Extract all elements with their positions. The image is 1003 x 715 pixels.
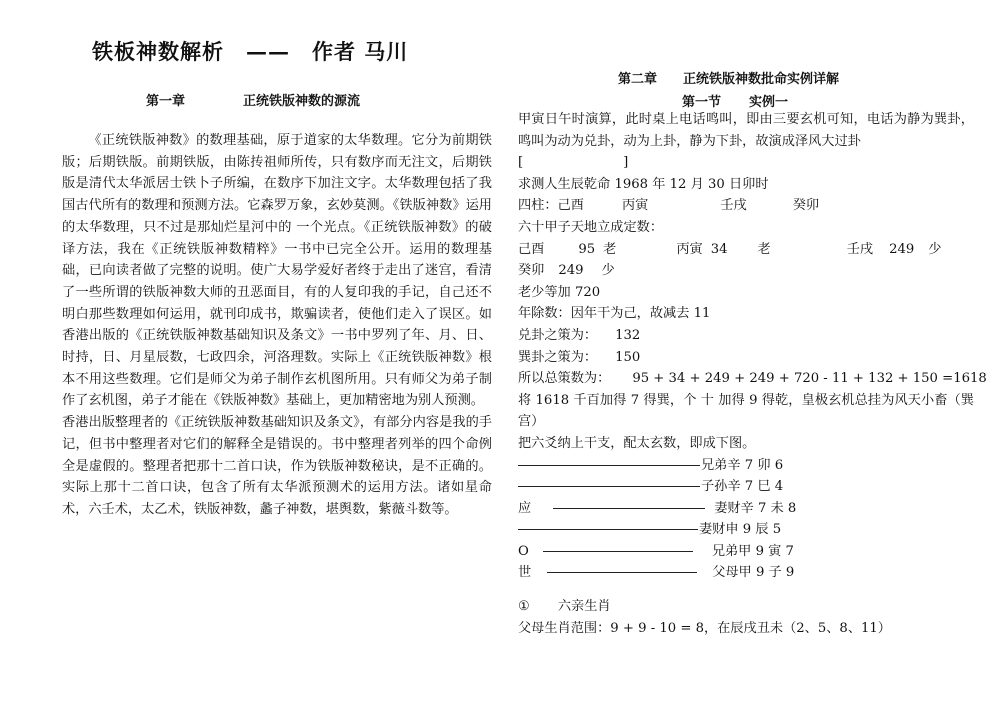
chapter2-heading (618, 68, 839, 87)
parent-zodiac-range: 父母生肖范围：9 + 9 - 10 = 8，在辰戌丑未（2、5、8、11） (518, 620, 891, 636)
bracket-close: ] (623, 155, 629, 171)
chapter1-number: 第一章 (146, 94, 186, 109)
ying-mark: 应 (518, 500, 532, 516)
section-heading (682, 91, 788, 110)
pillar-month: 丙寅 (621, 198, 649, 214)
intro-text: 甲寅日午时演算，此时桌上电话鸣叫，即由三要玄机可知，电话为静为巽卦，鸣叫为动为兑卦，动为上卦，静为下卦，故演成泽风大过卦 (518, 112, 974, 149)
hexagram-line-5 (518, 476, 974, 498)
item-1-heading (518, 596, 974, 618)
yao-text-1: 父母甲 9 子 9 (712, 565, 795, 581)
yao-line-5 (518, 486, 700, 487)
yao-text-5: 子孙辛 7 巳 4 (701, 479, 784, 495)
numbers-row-2 (518, 260, 974, 282)
num-a-type: 老 (603, 241, 617, 257)
num-b-ganzhi: 丙寅 (676, 241, 703, 257)
year-removal: 年除数：因年干为己，故减去 11 (518, 306, 711, 322)
xun-label: 巽卦之策为： (518, 349, 598, 365)
section-name: 实例一 (749, 95, 789, 110)
chapter2-number: 第二章 (618, 72, 658, 87)
hexagram-line-4 (518, 498, 974, 520)
yao-text-2: 兄弟甲 9 寅 7 (711, 543, 794, 559)
birth-info: 求测人生辰乾命 1968 年 12 月 30 日卯时 (518, 176, 769, 192)
yao-line-2 (543, 551, 693, 552)
pillar-year: 己酉 (557, 198, 584, 214)
chapter1-paragraph-2: 香港出版整理者的《正统铁版神数基础知识及条文》，有部分内容是我的手记，但书中整理者对它们的解释全是错误的。书中整理者列举的四个命例全是虚假的。整理者把那十二首口诀，作为铁版神数秘诀，是不正确的。实际上那十二首口诀，包含了所有太华派预测术的运用方法。诸如星命术，六壬术，太乙术，铁版神数，蠡子神数，堪舆数，紫薇斗数等。 (62, 415, 492, 517)
chapter2-name: 正统铁版神数批命实例详解 (683, 72, 840, 87)
hexagram-line-1 (518, 562, 974, 584)
hexagram-line-3 (518, 519, 974, 541)
bracket-open: [ (518, 155, 524, 171)
hexagram-bracket (518, 152, 974, 174)
heaven-earth-label: 六十甲子天地立成定数： (518, 219, 664, 235)
num-d-ganzhi: 癸卯 (518, 263, 545, 279)
yao-line-1 (547, 572, 697, 573)
dui-label: 兑卦之策为： (518, 327, 598, 343)
dui-strategy (518, 325, 974, 347)
num-a-value: 95 (578, 241, 596, 257)
total-label: 所以总策数为： (518, 371, 611, 387)
pillar-hour: 癸卯 (792, 198, 820, 214)
num-c-value: 249 (889, 241, 915, 257)
chapter2-body (518, 109, 987, 639)
num-c-type: 少 (928, 241, 942, 257)
yao-line-6 (518, 465, 700, 466)
chapter1-name: 正统铁版神数的源流 (243, 94, 361, 109)
old-young-sum: 老少等加 720 (518, 284, 601, 300)
num-d-value: 249 (558, 263, 584, 279)
yao-text-6: 兄弟辛 7 卯 6 (701, 457, 784, 473)
moving-mark: O (518, 543, 529, 559)
yao-text-4: 妻财辛 7 未 8 (714, 500, 797, 516)
xun-strategy (518, 347, 974, 369)
chapter1-paragraph-1: 《正统铁版神数》的数理基础，原于道家的太华数理。它分为前期铁版；后期铁版。前期铁版，由陈抟祖师所传，只有数序而无注文，后期铁版是清代太华派居士铁卜子所编，在数序下加注文字。太华数理包括了我国古代所有的数理和预测方法。它森罗万象，玄妙莫测。《铁版神数》运用的太华数理，只不过是那灿烂星河中的 一个光点。《正统铁版神数》的破译方法，我在《正统铁版神数精粹》一书中已完全公开。运用的数理基础，已向读者做了完整的说明。使广大易学爱好者终于走出了迷宫，看清了一些所谓的铁版神数大师的丑恶面目，有的人复印我的手记，自己还不明白那些数理如何运用，就刊印成书，欺骗读者，使他们走入了误区。如香港出版的《正统铁版神数基础知识及条文》一书中罗列了年、月、日、时持，日、月星辰数，七政四余，河洛理数。实际上《正统铁版神数》根本不用这些数理。它们是师父为弟子制作玄机图所用。只有师父为弟子制作了玄机图，弟子才能在《铁版神数》基础上，更加精密地为别人预测。 (62, 133, 492, 409)
najia-intro: 把六爻纳上干支，配太玄数，即成下图。 (518, 435, 756, 451)
num-d-type: 少 (601, 263, 615, 279)
hexagram-line-2 (518, 541, 974, 563)
dui-value: 132 (615, 327, 641, 343)
item-1-number: ① (518, 599, 530, 615)
title-dash: —— (246, 39, 290, 64)
pillars-label: 四柱： (518, 198, 558, 214)
yao-line-3 (518, 529, 698, 530)
num-b-type: 老 (757, 241, 771, 257)
document-title (92, 36, 408, 66)
title-author: 作者 马川 (312, 39, 409, 64)
numbers-row-1 (518, 239, 974, 261)
total-strategy (518, 368, 987, 390)
four-pillars (518, 195, 974, 217)
hexagram-result: 将 1618 千百加得 7 得巽，个 十 加得 9 得乾，皇极玄机总挂为风天小畜（巽宫） (518, 392, 974, 430)
num-c-ganzhi: 壬戌 (846, 241, 874, 257)
chapter1-body (62, 130, 492, 521)
yao-line-4 (553, 508, 705, 509)
xun-value: 150 (615, 349, 641, 365)
item-1-title: 六亲生肖 (557, 599, 611, 615)
num-a-ganzhi: 己酉 (518, 241, 545, 257)
shi-mark: 世 (518, 565, 532, 581)
total-value: 95 + 34 + 249 + 249 + 720 - 11 + 132 + 150 =1618 (632, 371, 987, 387)
section-number: 第一节 (682, 95, 722, 110)
hexagram-line-6 (518, 455, 974, 477)
pillar-day: 壬戌 (720, 198, 747, 214)
num-b-value: 34 (710, 241, 728, 257)
title-main: 铁板神数解析 (92, 39, 224, 64)
chapter1-heading (146, 90, 360, 109)
yao-text-3: 妻财申 9 辰 5 (699, 522, 782, 538)
